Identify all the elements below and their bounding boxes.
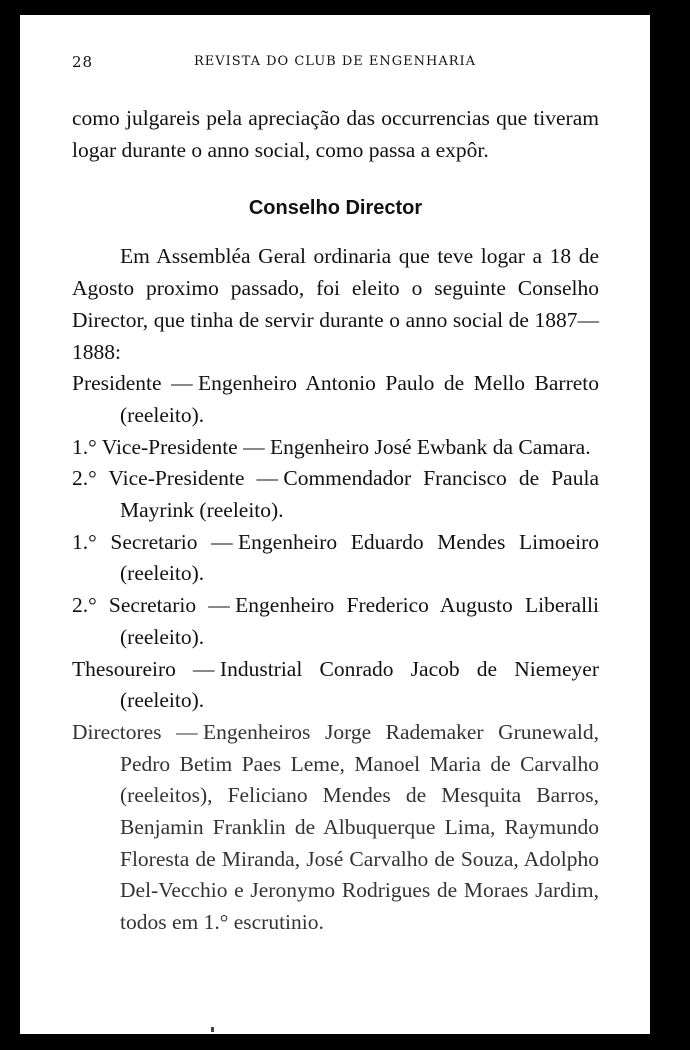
member-detail: Engenheiro Frederico Augusto Liberalli (reeleito).	[120, 593, 599, 649]
member-role: 1.° Vice-Presidente —	[72, 434, 265, 459]
member-entry-1-secretario	[72, 527, 599, 590]
page-header	[72, 53, 598, 73]
member-role: 2.° Secretario —	[72, 593, 230, 618]
member-entry-presidente	[72, 368, 599, 431]
member-entry-1-vice-presidente	[72, 432, 599, 464]
book-page	[20, 15, 650, 1034]
member-role: Directores —	[72, 719, 198, 744]
print-speck	[211, 1027, 214, 1032]
member-detail: Engenheiro José Ewbank da Camara.	[269, 434, 591, 459]
member-entry-2-vice-presidente	[72, 463, 599, 526]
member-role: Presidente —	[72, 371, 193, 396]
page-number: 28	[72, 53, 94, 71]
member-detail: Commendador Francisco de Paula Mayrink (reeleito).	[120, 466, 599, 523]
member-detail: Engenheiro Eduardo Mendes Limoeiro (reeleito).	[120, 529, 599, 586]
section-heading: Conselho Director	[248, 197, 423, 220]
member-role: 1.° Secretario —	[72, 529, 233, 554]
member-role: Thesoureiro —	[72, 656, 215, 681]
page-body	[72, 103, 599, 939]
intro-paragraph: como julgareis pela apreciação das occurrencias que tiveram logar durante o anno social, como passa a expôr.	[72, 106, 599, 162]
election-paragraph: Em Assembléa Geral ordinaria que teve logar a 18 de Agosto proximo passado, foi eleito o seguinte Conselho Director, que tinha de servir durante o anno social de 1887—1888:	[72, 244, 599, 364]
member-detail: Industrial Conrado Jacob de Niemeyer (reeleito).	[120, 656, 599, 713]
member-detail: Engenheiros Jorge Rademaker Grunewald, Pedro Betim Paes Leme, Manoel Maria de Carvalho (reeleitos), Feliciano Mendes de Mesquita Barros, Benjamin Franklin de Albuquerque Lima, Raymundo Floresta de Miranda, José Carvalho de Souza, Adolpho Del-Vecchio e Jeronymo Rodrigues de Moraes Jardim, todos em 1.° escrutinio.	[120, 719, 599, 935]
member-entry-thesoureiro	[72, 654, 599, 717]
member-detail: Engenheiro Antonio Paulo de Mello Barreto (reeleito).	[120, 371, 599, 427]
member-role: 2.° Vice-Presidente —	[72, 466, 278, 491]
member-entry-directores	[72, 717, 599, 939]
member-entry-2-secretario	[72, 590, 599, 653]
running-title: REVISTA DO CLUB DE ENGENHARIA	[193, 54, 477, 69]
